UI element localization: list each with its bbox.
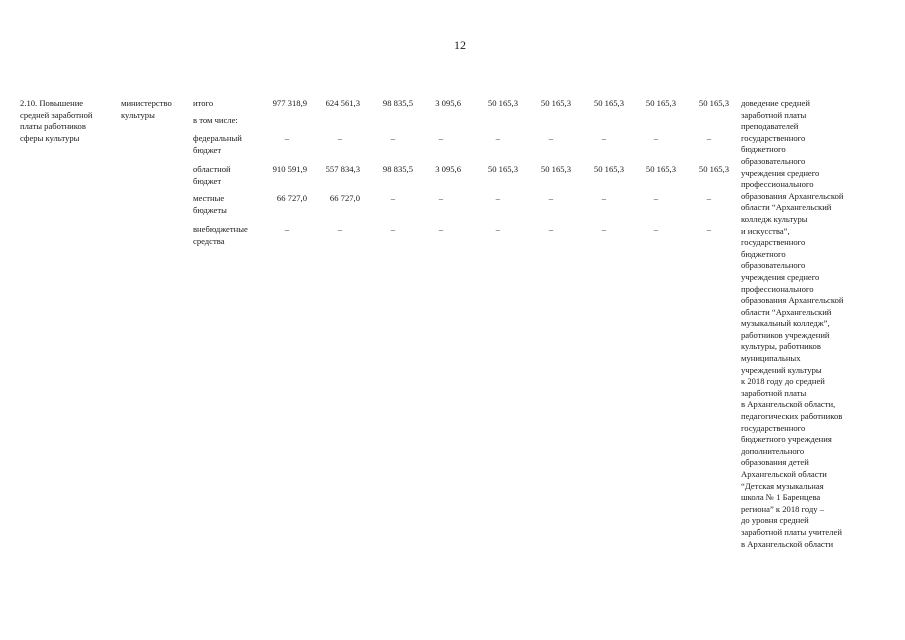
funding-value-cell: – [337,133,342,143]
funding-value-cell: – [548,193,553,203]
funding-value-cell: 98 835,5 [382,164,413,174]
funding-value-cell: 50 165,3 [645,98,676,108]
funding-value-cell: – [653,224,658,234]
executor-cell: министерство культуры [121,98,172,120]
funding-value-cell: 3 095,6 [435,164,461,174]
funding-value-cell: 3 095,6 [435,98,461,108]
funding-value-cell: 624 561,3 [325,98,360,108]
funding-value-cell: 50 165,3 [487,98,518,108]
funding-value-cell: – [438,224,443,234]
funding-value-cell: – [548,133,553,143]
funding-value-cell: – [495,224,500,234]
funding-value-cell: 557 834,3 [325,164,360,174]
funding-value-cell: 50 165,3 [645,164,676,174]
funding-value-cell: – [601,133,606,143]
funding-value-cell: – [390,224,395,234]
funding-value-cell: – [438,193,443,203]
expected-result-cell: доведение средней заработной платы преподавателей государственного бюджетного образовательного учреждения среднего профессионального образования Архангельской области “Архангельский колледж культуры и искусства”, государственного бюджетного образовательного учреждения среднего профессионального образования Архангельской области “Архангельский музыкальный колледж”, работников учреждений культуры, работников муниципальных учреждений культуры к 2018 году до средней заработной платы в Архангельской области, педагогических работников государственного бюджетного учреждения дополнительного образования детей Архангельской области “Детская музыкальная школа № 1 Баренцева региона” к 2018 году – до уровня средней заработной платы учителей в Архангельской области [741,98,844,549]
funding-value-cell: – [495,193,500,203]
funding-value-cell: – [284,224,289,234]
funding-value-cell: – [601,224,606,234]
funding-value-cell: 66 727,0 [276,193,307,203]
funding-value-cell: – [390,193,395,203]
page-number: 12 [454,38,466,52]
funding-source-label: в том числе: [193,115,238,125]
funding-value-cell: – [653,193,658,203]
funding-value-cell: 50 165,3 [593,98,624,108]
funding-value-cell: 66 727,0 [329,193,360,203]
funding-source-label: федеральный бюджет [193,133,242,155]
funding-value-cell: 50 165,3 [540,164,571,174]
funding-value-cell: 50 165,3 [698,164,729,174]
funding-value-cell: 98 835,5 [382,98,413,108]
funding-source-label: внебюджетные средства [193,224,248,246]
item-name-cell: 2.10. Повышение средней заработной платы работников сферы культуры [20,98,93,143]
funding-value-cell: 50 165,3 [593,164,624,174]
funding-value-cell: 50 165,3 [487,164,518,174]
funding-value-cell: 50 165,3 [540,98,571,108]
funding-value-cell: 910 591,9 [272,164,307,174]
funding-value-cell: – [390,133,395,143]
funding-value-cell: – [337,224,342,234]
funding-value-cell: – [548,224,553,234]
funding-source-label: местные бюджеты [193,193,227,215]
funding-value-cell: – [284,133,289,143]
funding-value-cell: – [706,224,711,234]
funding-value-cell: – [653,133,658,143]
funding-value-cell: 977 318,9 [272,98,307,108]
funding-value-cell: 50 165,3 [698,98,729,108]
funding-value-cell: – [601,193,606,203]
funding-value-cell: – [495,133,500,143]
funding-value-cell: – [438,133,443,143]
funding-value-cell: – [706,133,711,143]
funding-source-label: областной бюджет [193,164,231,186]
funding-value-cell: – [706,193,711,203]
funding-source-label: итого [193,98,214,108]
